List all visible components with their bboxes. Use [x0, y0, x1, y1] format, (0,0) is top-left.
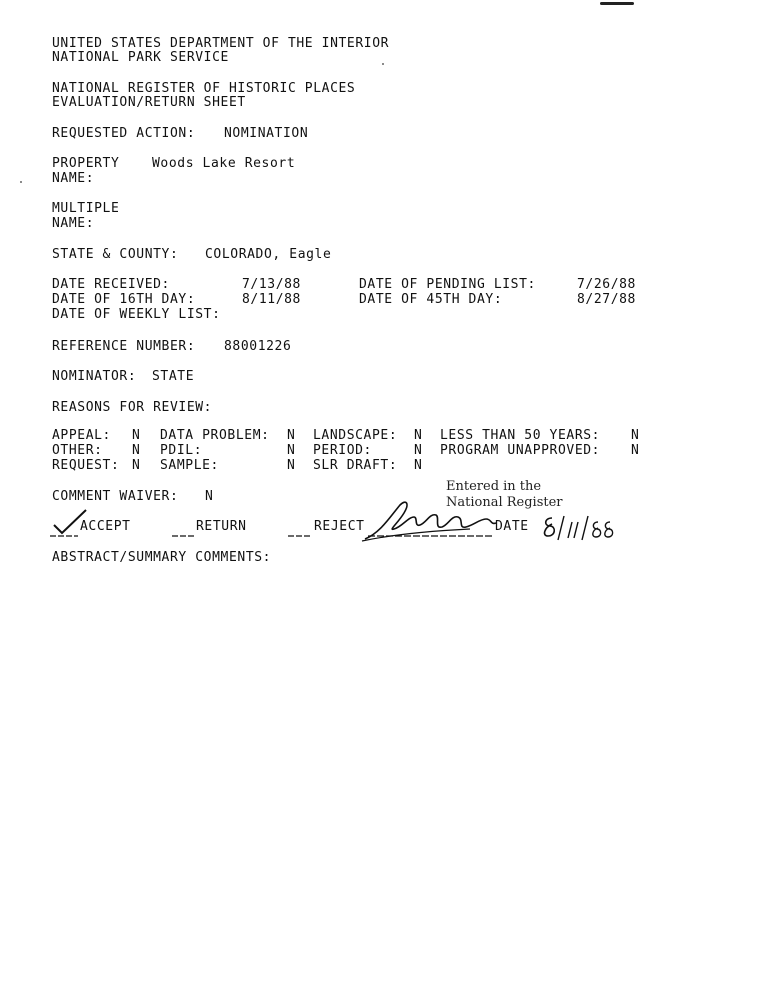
signature: [360, 495, 500, 547]
date-received-label: DATE RECEIVED:: [52, 277, 170, 292]
register-stamp-line1: Entered in the: [446, 479, 542, 494]
date-weekly-label: DATE OF WEEKLY LIST:: [52, 307, 221, 322]
reason-request-label: REQUEST:: [52, 458, 120, 473]
reason-data-problem-label: DATA PROBLEM:: [160, 428, 270, 443]
abstract-label: ABSTRACT/SUMMARY COMMENTS:: [52, 550, 272, 565]
property-label: PROPERTY: [52, 156, 120, 171]
date-45th-label: DATE OF 45TH DAY:: [359, 292, 503, 307]
date-pending-label: DATE OF PENDING LIST:: [359, 277, 536, 292]
scan-speck: [20, 181, 22, 183]
requested-action-label: REQUESTED ACTION:: [52, 126, 196, 141]
date-label: DATE: [495, 519, 529, 534]
date-received-value: 7/13/88: [242, 277, 301, 292]
reason-program-unapproved-label: PROGRAM UNAPPROVED:: [440, 443, 601, 458]
reason-request-value: N: [132, 458, 141, 473]
register-title: NATIONAL REGISTER OF HISTORIC PLACES: [52, 81, 356, 96]
reason-appeal-value: N: [132, 428, 141, 443]
reject-option: REJECT: [314, 519, 365, 534]
reason-appeal-label: APPEAL:: [52, 428, 111, 443]
handwritten-date-text: 8/11/88: [540, 512, 545, 513]
multiple-name-label: NAME:: [52, 216, 95, 231]
reason-slr-draft-label: SLR DRAFT:: [313, 458, 398, 473]
date-pending-value: 7/26/88: [577, 277, 636, 292]
comment-waiver-value: N: [205, 489, 214, 504]
reason-sample-value: N: [287, 458, 296, 473]
date-16th-label: DATE OF 16TH DAY:: [52, 292, 196, 307]
reason-other-label: OTHER:: [52, 443, 103, 458]
reason-landscape-value: N: [414, 428, 423, 443]
property-name-label: NAME:: [52, 171, 95, 186]
service-name: NATIONAL PARK SERVICE: [52, 50, 229, 65]
requested-action-value: NOMINATION: [224, 126, 309, 141]
property-name-value: Woods Lake Resort: [152, 156, 296, 171]
accept-option: ACCEPT: [80, 519, 131, 534]
sheet-title: EVALUATION/RETURN SHEET: [52, 95, 246, 110]
state-county-value: COLORADO, Eagle: [205, 247, 332, 262]
state-county-label: STATE & COUNTY:: [52, 247, 179, 262]
reason-pdil-value: N: [287, 443, 296, 458]
nominator-label: NOMINATOR:: [52, 369, 137, 384]
reason-period-label: PERIOD:: [313, 443, 372, 458]
reason-slr-draft-value: N: [414, 458, 423, 473]
reason-less-than-50-value: N: [631, 428, 640, 443]
reason-pdil-label: PDIL:: [160, 443, 203, 458]
reason-sample-label: SAMPLE:: [160, 458, 219, 473]
comment-waiver-label: COMMENT WAIVER:: [52, 489, 179, 504]
nominator-value: STATE: [152, 369, 195, 384]
reasons-label: REASONS FOR REVIEW:: [52, 400, 213, 415]
multiple-label: MULTIPLE: [52, 201, 120, 216]
handwritten-date: [540, 512, 620, 544]
reason-less-than-50-label: LESS THAN 50 YEARS:: [440, 428, 601, 443]
reference-number-label: REFERENCE NUMBER:: [52, 339, 196, 354]
reason-landscape-label: LANDSCAPE:: [313, 428, 398, 443]
scan-artifact-mark: [600, 2, 634, 5]
department-name: UNITED STATES DEPARTMENT OF THE INTERIOR: [52, 36, 390, 51]
register-stamp-line2: National Register: [446, 495, 563, 510]
date-16th-value: 8/11/88: [242, 292, 301, 307]
reason-data-problem-value: N: [287, 428, 296, 443]
reason-period-value: N: [414, 443, 423, 458]
date-45th-value: 8/27/88: [577, 292, 636, 307]
reason-program-unapproved-value: N: [631, 443, 640, 458]
reason-other-value: N: [132, 443, 141, 458]
scan-speck: [382, 63, 384, 65]
reference-number-value: 88001226: [224, 339, 292, 354]
return-option: RETURN: [196, 519, 247, 534]
